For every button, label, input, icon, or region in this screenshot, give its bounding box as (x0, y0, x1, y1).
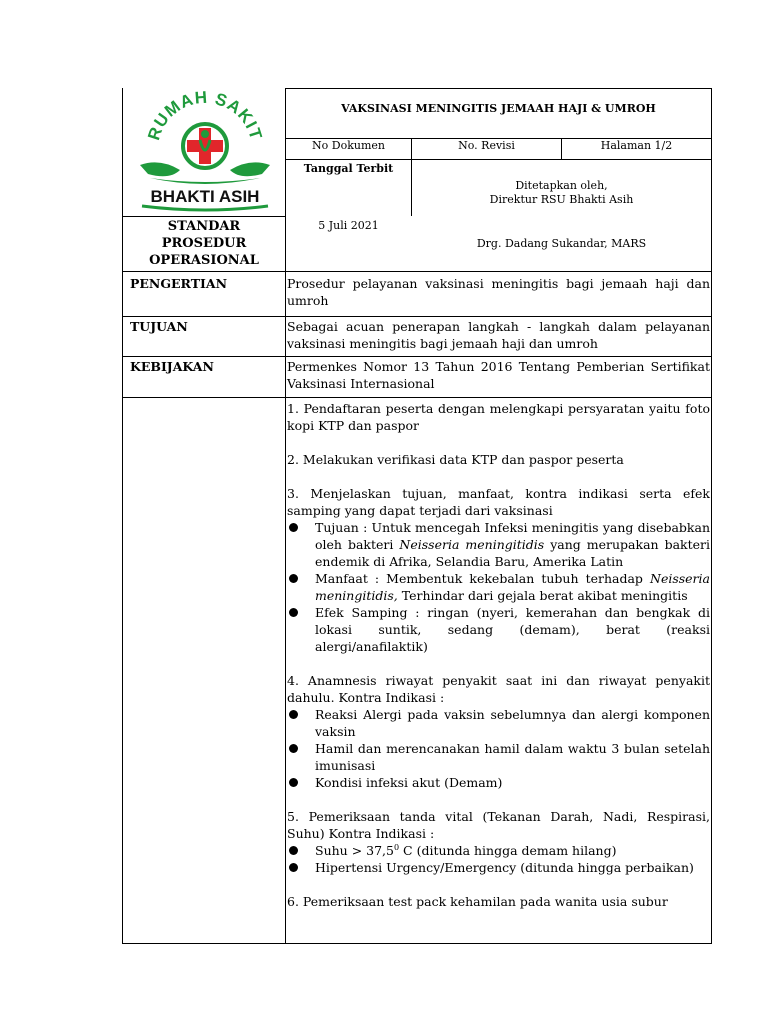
row-line-3 (122, 397, 712, 398)
bullet-icon (289, 710, 298, 719)
step-5: 5. Pemeriksaan tanda vital (Tekanan Darah, Nadi, Respirasi, Suhu) Kontra Indikasi : (287, 809, 710, 841)
row-text-tujuan: Sebagai acuan penerapan langkah - langkah dalam pelayanan vaksinasi meningitis bagi jemaah haji dan umroh (287, 319, 710, 351)
sop-line-2: PROSEDUR (161, 236, 247, 251)
step-1: 1. Pendaftaran peserta dengan melengkapi persyaratan yaitu foto kopi KTP dan paspor (287, 401, 710, 433)
no-dokumen-label: No Dokumen (312, 139, 385, 152)
border-right (711, 88, 712, 944)
bullet-icon (289, 574, 298, 583)
sop-line-1: STANDAR (167, 219, 241, 234)
signatory-name: Drg. Dadang Sukandar, MARS (476, 237, 647, 250)
step-4-bullet-hamil: Hamil dan merencanakan hamil dalam waktu 3 bulan setelah imunisasi (287, 740, 710, 774)
logo-box-bottom (122, 216, 286, 217)
step-3: 3. Menjelaskan tujuan, manfaat, kontra indikasi serta efek samping yang dapat terjadi dari vaksinasi (287, 486, 710, 518)
document-title: VAKSINASI MENINGITIS JEMAAH HAJI & UMROH (341, 102, 656, 115)
step-3-bullet-tujuan: Tujuan : Untuk mencegah Infeksi meningitis yang disebabkan oleh bakteri Neisseria meningitidis yang merupakan bakteri endemik di Afrika, Selandia Baru, Amerika Latin (287, 519, 710, 570)
row-label-tujuan: TUJUAN (130, 319, 188, 334)
row-line-1 (122, 316, 712, 317)
ditetapkan-line-1: Ditetapkan oleh, (515, 179, 608, 192)
logo-emblem-icon (130, 90, 280, 212)
border-bottom (122, 943, 712, 944)
step-2: 2. Melakukan verifikasi data KTP dan paspor peserta (287, 452, 624, 467)
no-revisi-label: No. Revisi (458, 139, 515, 152)
row-label-pengertian: PENGERTIAN (130, 276, 227, 291)
ditetapkan-line-2: Direktur RSU Bhakti Asih (489, 193, 634, 206)
step-4: 4. Anamnesis riwayat penyakit saat ini dan riwayat penyakit dahulu. Kontra Indikasi : (287, 673, 710, 705)
step-4-bullet-alergi: Reaksi Alergi pada vaksin sebelumnya dan alergi komponen vaksin (287, 706, 710, 740)
header-bottom (122, 271, 712, 272)
step-6: 6. Pemeriksaan test pack kehamilan pada wanita usia subur (287, 894, 668, 909)
halaman-label: Halaman 1/2 (600, 139, 673, 152)
tanggal-terbit-value: 5 Juli 2021 (318, 219, 379, 232)
bullet-icon (289, 608, 298, 617)
step-5-bullet-hipertensi: Hipertensi Urgency/Emergency (ditunda hingga perbaikan) (287, 859, 710, 876)
row-text-pengertian: Prosedur pelayanan vaksinasi meningitis bagi jemaah haji dan umroh (287, 276, 710, 308)
logo-name-text: BHAKTI ASIH (150, 187, 260, 206)
tanggal-terbit-label: Tanggal Terbit (303, 162, 394, 175)
bullet-icon (289, 523, 298, 532)
hospital-logo (130, 90, 280, 212)
row-label-kebijakan: KEBIJAKAN (130, 359, 214, 374)
header-line-2 (285, 159, 712, 160)
step-4-bullet-infeksi: Kondisi infeksi akut (Demam) (287, 774, 710, 791)
step-3-bullet-manfaat: Manfaat : Membentuk kekebalan tubuh terhadap Neisseria meningitidis, Terhindar dari gejala berat akibat meningitis (287, 570, 710, 604)
procedure-section (287, 400, 710, 910)
row-line-2 (122, 356, 712, 357)
logo-arc-text: RUMAH SAKIT (144, 90, 266, 143)
bullet-icon (289, 744, 298, 753)
sop-document (122, 88, 712, 944)
bullet-icon (289, 778, 298, 787)
bullet-icon (289, 863, 298, 872)
step-5-bullet-suhu: Suhu > $37,5^0$ C (ditunda hingga demam hilang) (287, 842, 710, 859)
bullet-icon (289, 846, 298, 855)
step-3-bullet-efek-samping: Efek Samping : ringan (nyeri, kemerahan dan bengkak di lokasi suntik, sedang (demam), berat (reaksi alergi/anafilaktik) (287, 604, 710, 655)
sop-line-3: OPERASIONAL (149, 253, 259, 268)
border-top (285, 88, 712, 89)
sop-heading (123, 218, 285, 269)
row-text-kebijakan: Permenkes Nomor 13 Tahun 2016 Tentang Pemberian Sertifikat Vaksinasi Internasional (287, 359, 710, 391)
